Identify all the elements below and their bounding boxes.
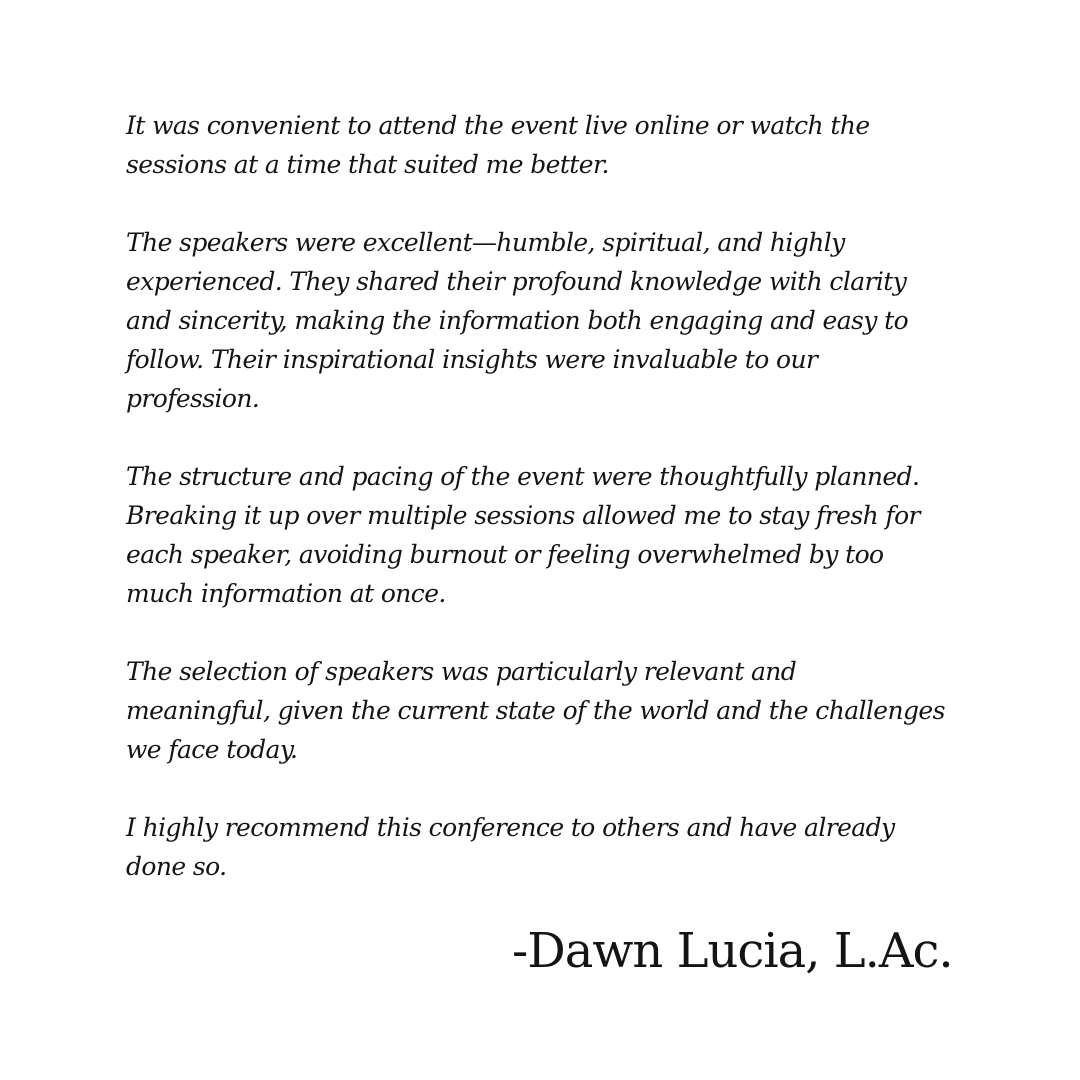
testimonial-body xyxy=(126,106,976,925)
testimonial-line: meaningful, given the current state of the world and the challenges xyxy=(126,696,945,725)
testimonial-line: Breaking it up over multiple sessions allowed me to stay fresh for xyxy=(126,501,920,530)
testimonial-line: sessions at a time that suited me better. xyxy=(126,150,609,179)
testimonial-line: and sincerity, making the information both engaging and easy to xyxy=(126,306,909,335)
testimonial-line: experienced. They shared their profound knowledge with clarity xyxy=(126,267,907,296)
testimonial-paragraph xyxy=(126,457,976,613)
testimonial-line: follow. Their inspirational insights were invaluable to our xyxy=(126,345,818,374)
testimonial-line: done so. xyxy=(126,852,227,881)
attribution-signature: -Dawn Lucia, L.Ac. xyxy=(512,923,953,979)
testimonial-paragraph xyxy=(126,223,976,418)
testimonial-line: The speakers were excellent—humble, spiritual, and highly xyxy=(126,228,845,257)
testimonial-line: much information at once. xyxy=(126,579,446,608)
testimonial-paragraph xyxy=(126,106,976,184)
testimonial-line: profession. xyxy=(126,384,260,413)
testimonial-paragraph xyxy=(126,808,976,886)
testimonial-line: It was convenient to attend the event live online or watch the xyxy=(126,111,870,140)
testimonial-line: each speaker, avoiding burnout or feeling overwhelmed by too xyxy=(126,540,884,569)
testimonial-paragraph xyxy=(126,652,976,769)
testimonial-line: I highly recommend this conference to others and have already xyxy=(126,813,895,842)
testimonial-line: The structure and pacing of the event were thoughtfully planned. xyxy=(126,462,920,491)
testimonial-line: The selection of speakers was particularly relevant and xyxy=(126,657,797,686)
testimonial-line: we face today. xyxy=(126,735,298,764)
